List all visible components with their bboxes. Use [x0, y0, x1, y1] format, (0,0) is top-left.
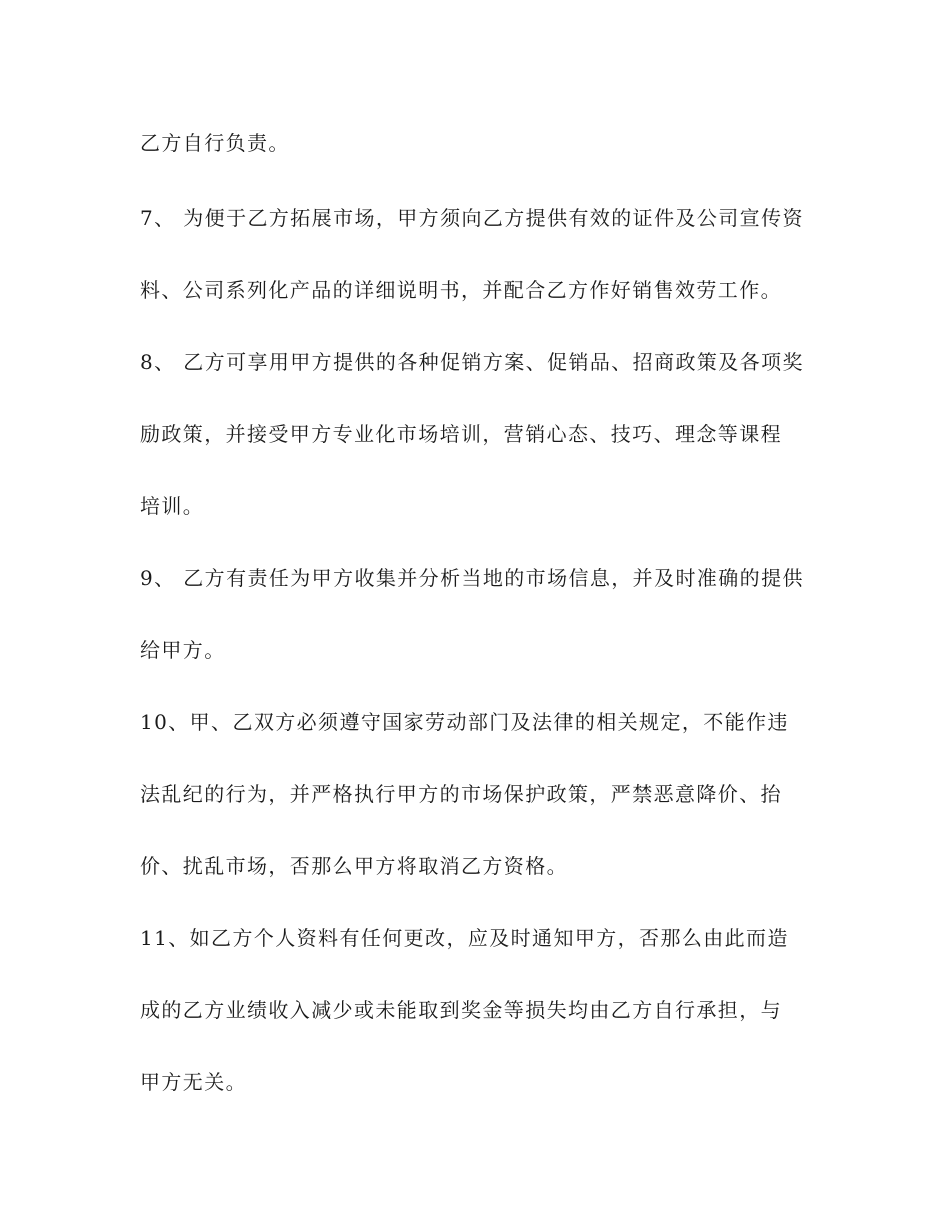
text-line: 料、公司系列化产品的详细说明书，并配合乙方作好销售效劳工作。	[140, 278, 782, 302]
text-line: 励政策，并接受甲方专业化市场培训，营销心态、技巧、理念等课程	[140, 422, 782, 446]
text-line: 7、 为便于乙方拓展市场，甲方须向乙方提供有效的证件及公司宣传资	[140, 206, 804, 230]
text-line: 甲方无关。	[140, 1070, 247, 1094]
text-line: 成的乙方业绩收入减少或未能取到奖金等损失均由乙方自行承担，与	[140, 998, 782, 1022]
text-line: 价、扰乱市场，否那么甲方将取消乙方资格。	[140, 854, 568, 878]
text-line: 培训。	[140, 494, 205, 518]
text-line: 8、 乙方可享用甲方提供的各种促销方案、促销品、招商政策及各项奖	[140, 350, 804, 374]
text-line: 10、甲、乙双方必须遵守国家劳动部门及法律的相关规定，不能作违	[140, 710, 789, 734]
text-line: 给甲方。	[140, 638, 226, 662]
text-line: 法乱纪的行为，并严格执行甲方的市场保护政策，严禁恶意降价、抬	[140, 782, 782, 806]
text-line: 乙方自行负责。	[140, 131, 290, 155]
text-line: 9、 乙方有责任为甲方收集并分析当地的市场信息，并及时准确的提供	[140, 566, 804, 590]
text-line: 11、如乙方个人资料有任何更改，应及时通知甲方，否那么由此而造	[140, 926, 789, 950]
